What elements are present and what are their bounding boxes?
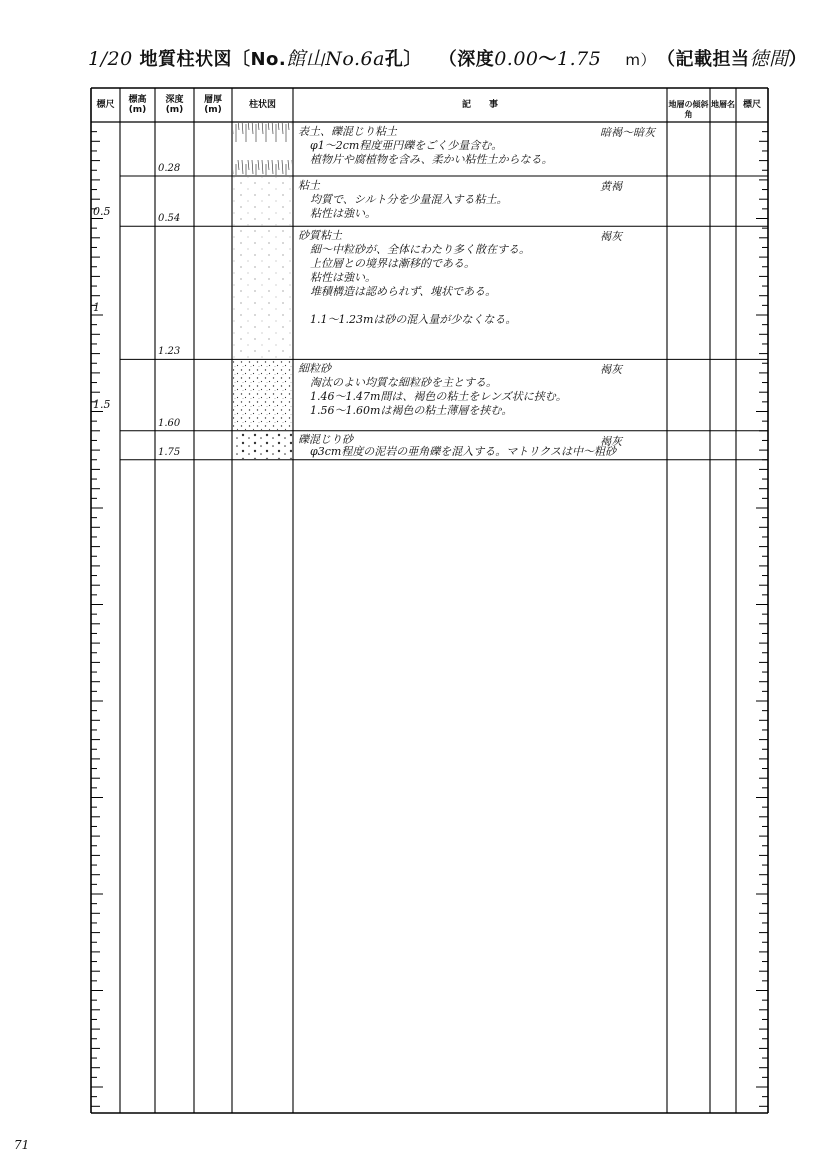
header-description-text: 記 事 (461, 100, 498, 110)
title-depth-to: 1.75 (557, 48, 602, 70)
layer-color: 褐灰 (600, 434, 622, 448)
column-pattern (233, 360, 292, 429)
layer-description-line: 均質で、シルト分を少量混入する粘土。 (310, 193, 508, 207)
layer-color: 褐灰 (600, 230, 622, 244)
layer-color: 褐灰 (600, 363, 622, 377)
layer-description-line: 細～中粒砂が、全体にわたり多く散在する。 (310, 243, 530, 257)
title-person: 徳間 (749, 48, 789, 70)
title-person-close: ） (788, 49, 807, 70)
header-scale-text: 標尺 (96, 100, 115, 110)
layer-description-line: 1.1～1.23mは砂の混入量が少なくなる。 (310, 313, 517, 327)
header-strat-text: 地層名 (711, 100, 735, 109)
title-person-label: （記載担当 (665, 49, 750, 70)
scale-label: 1.5 (93, 397, 111, 411)
layer-name: 砂質粘土 (298, 229, 342, 243)
title-hole-suffix: 孔〕 (384, 49, 422, 70)
column-pattern (233, 177, 292, 225)
header-elevation (120, 95, 155, 115)
header-elevation-text: 標高 (128, 95, 147, 105)
scale-label: 0.5 (93, 204, 111, 218)
layer-description-line: 植物片や腐植物を含み、柔かい粘性土からなる。 (310, 153, 553, 166)
layer-depth: 0.28 (158, 163, 181, 175)
layer-depth: 1.75 (158, 446, 181, 458)
layer-color: 黄褐 (600, 180, 622, 194)
layer-name: 表土、礫混じり粘土 (298, 125, 397, 138)
header-dip (667, 100, 710, 120)
layer-depth: 1.23 (158, 346, 181, 358)
layer-name: 粘土 (298, 179, 320, 193)
layer-color: 暗褐～暗灰 (600, 126, 655, 139)
layer-description-line: 1.46～1.47m間は、褐色の粘土をレンズ状に挟む。 (310, 390, 567, 404)
header-description (293, 100, 667, 110)
column-pattern (233, 432, 292, 459)
header-strat (710, 100, 736, 110)
title-unit: m） (625, 51, 656, 69)
header-dip-text: 地層の傾斜角 (668, 100, 709, 119)
title-hole: 館山No.6a (286, 48, 385, 70)
header-thickness (194, 95, 232, 115)
layer-description-line: φ1～2cm程度亜円礫をごく少量含む。 (310, 139, 503, 152)
header-depth-text: (m) (165, 105, 184, 115)
layer-name: 細粒砂 (298, 362, 331, 376)
title-scale: 1/20 (88, 48, 133, 70)
header-depth (155, 95, 194, 115)
layer-description-line: 堆積構造は認められず、塊状である。 (310, 285, 497, 299)
header-column-text: 柱状図 (248, 100, 276, 110)
column-pattern (233, 123, 292, 175)
title-label: 地質柱状図〔No. (139, 49, 287, 70)
column-pattern (233, 227, 292, 358)
layer-depth: 0.54 (158, 213, 181, 225)
layer-name: 礫混じり砂 (298, 432, 353, 446)
layer-description-line: 粘性は強い。 (310, 207, 376, 221)
header-scale (91, 100, 120, 110)
scale-label: 1 (93, 301, 100, 314)
header-column (232, 100, 293, 110)
layer-description-line: 1.56～1.60mは褐色の粘土薄層を挟む。 (310, 404, 513, 418)
title-depth-from: 0.00 (494, 48, 539, 70)
header-scale-right-text: 標尺 (742, 100, 761, 110)
layer-description-line: 上位層との境界は漸移的である。 (310, 257, 475, 271)
header-thickness-text: 層厚 (203, 95, 222, 105)
header-elevation-text: (m) (128, 105, 147, 115)
header-scale-right (736, 100, 768, 110)
title-tilde: ～ (538, 49, 558, 70)
layer-description-line: φ3cm程度の泥岩の亜角礫を混入する。マトリクスは中～粗砂 (310, 445, 616, 459)
title-depth-label: （深度 (438, 49, 495, 70)
header-thickness-text: (m) (204, 105, 222, 115)
layer-depth: 1.60 (158, 417, 181, 429)
header-depth-text: 深度 (165, 95, 184, 105)
layer-description-line: 淘汰のよい均質な細粒砂を主とする。 (310, 376, 497, 390)
layer-description-line: 粘性は強い。 (310, 271, 376, 285)
page-number: 71 (14, 1138, 30, 1152)
